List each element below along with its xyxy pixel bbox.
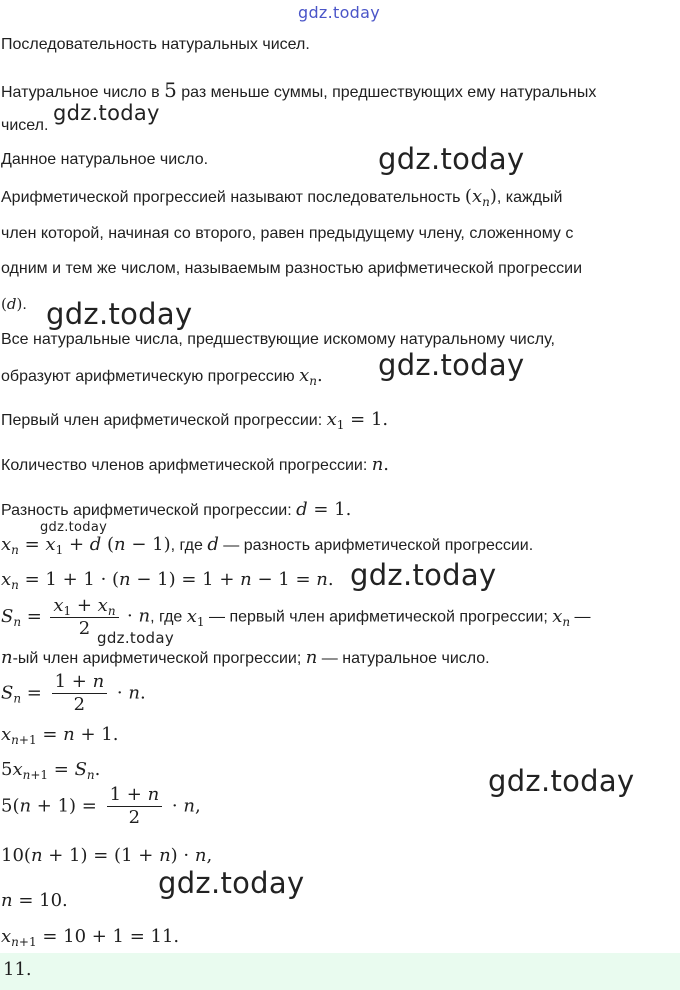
formula-line: $x_{n+1} = n + 1$. xyxy=(1,724,119,747)
watermark: gdz.today xyxy=(350,558,497,592)
formula-line: n = 10. xyxy=(1,890,68,911)
text-line: Количество членов арифметической прогрессии: n. xyxy=(1,454,390,475)
text-line: Первый член арифметической прогрессии: $x_1 = 1$. xyxy=(1,409,389,432)
formula-line: $S_n$ = $\frac{1 + n}{2}$ · n. xyxy=(1,671,146,715)
watermark: gdz.today xyxy=(40,520,108,535)
formula-line: $5x_{n+1} = S_n$. xyxy=(1,759,101,782)
text-line: Арифметической прогрессией называют последовательность $(x_n)$, каждый xyxy=(1,186,563,209)
text-line: Данное натуральное число. xyxy=(1,151,209,168)
text-line: Натуральное число в 5 раз меньше суммы, предшествующих ему натуральных xyxy=(1,78,597,102)
watermark: gdz.today xyxy=(46,297,193,331)
formula-line: 10(n + 1) = (1 + n) · n, xyxy=(1,845,213,866)
formula-line: $x_n = 1 + 1 \cdot (n - 1) = 1 + n - 1 = n$. xyxy=(1,569,334,592)
watermark: gdz.today xyxy=(378,142,525,176)
text-line: Последовательность натуральных чисел. xyxy=(1,36,310,53)
watermark: gdz.today xyxy=(158,866,305,900)
watermark: gdz.today xyxy=(378,348,525,382)
formula-line: 5(n + 1) = $\frac{1 + n}{2}$ · n, xyxy=(1,784,201,828)
text-line: одним и тем же числом, называемым разностью арифметической прогрессии xyxy=(1,260,583,277)
text-line: (d). xyxy=(1,295,27,313)
answer-value: 11. xyxy=(3,959,32,980)
answer-box xyxy=(0,953,680,990)
text-line: Все натуральные числа, предшествующие искомому натуральному числу, xyxy=(1,331,555,348)
text-line: чисел. xyxy=(1,117,49,134)
text-line: n-ый член арифметической прогрессии; n — натуральное число. xyxy=(1,647,490,668)
text-line: $x_n = x_1 + d$ (n − 1), где d — разность арифметической прогрессии. xyxy=(1,534,534,557)
watermark: gdz.today xyxy=(53,101,160,125)
text-line: образуют арифметическую прогрессию $x_n$. xyxy=(1,365,323,388)
watermark: gdz.today xyxy=(488,764,635,798)
text-line: Разность арифметической прогрессии: d = 1. xyxy=(1,499,352,520)
watermark: gdz.today xyxy=(97,629,175,647)
watermark: gdz.today xyxy=(298,3,380,22)
text-line: член которой, начиная со второго, равен предыдущему члену, сложенному с xyxy=(1,225,574,242)
text-line: $S_n$ = $\frac{x_1 + x_n}{2}$ · n, где $x_1$ — первый член арифметической прогрессии; $x_n$ — xyxy=(1,595,591,639)
formula-line: $x_{n+1} = 10 + 1 = 11$. xyxy=(1,926,180,949)
